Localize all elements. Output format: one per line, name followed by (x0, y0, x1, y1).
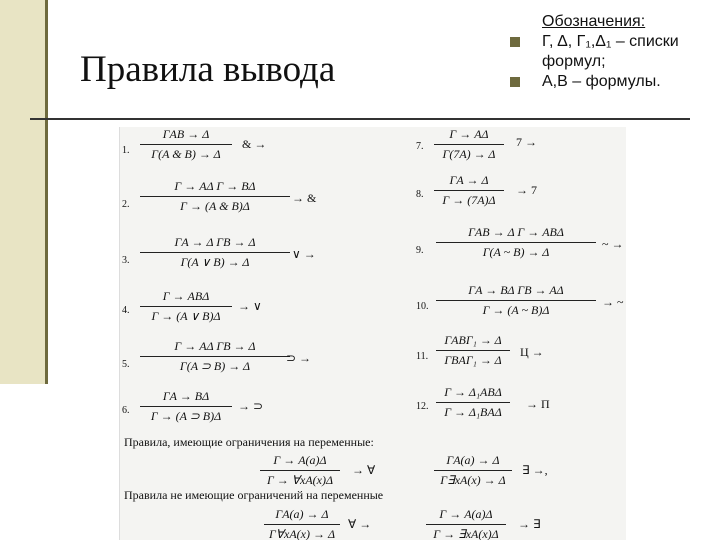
rule-fraction (140, 179, 290, 214)
rule-name: ∨ → (292, 247, 316, 261)
rule-number: 1. (122, 145, 130, 156)
rule-number: 12. (416, 401, 429, 412)
rule-number: 8. (416, 189, 424, 200)
rule-conclusion: Γ(A ∨ B) → Δ (180, 255, 250, 269)
rule-number: 9. (416, 245, 424, 256)
rule-premise: ΓA(a) → Δ (446, 453, 500, 467)
rule-conclusion: Γ → Δ₁BAΔ (444, 405, 502, 419)
rule-number: 2. (122, 199, 130, 210)
rule-premise: ΓABΓ₁ → Δ (444, 333, 502, 347)
sidebar-edge-line (45, 0, 48, 384)
rule-premise: ΓA → Δ (449, 173, 489, 187)
rule-conclusion: Γ → (A ∨ B)Δ (151, 309, 221, 323)
rule-premise: ΓA(a) → Δ (275, 507, 329, 521)
rule-name: ∀ → (348, 517, 372, 531)
rule-premise: Γ → Δ₁ABΔ (444, 385, 502, 399)
rule-conclusion: Γ → (A ⊃ B)Δ (150, 409, 222, 423)
rule-premise: Γ → A(a)Δ (439, 507, 493, 521)
legend (510, 12, 715, 92)
rule-name: → ⊃ (238, 399, 264, 413)
section-label-restricted: Правила, имеющие ограничения на переменные: (124, 435, 374, 449)
rule-number: 6. (122, 405, 130, 416)
rule-name: ∃ →, (522, 463, 548, 477)
legend-item (510, 32, 715, 72)
rule-fraction (140, 339, 290, 374)
title-divider (30, 118, 690, 120)
rule-fraction (140, 389, 232, 424)
rule-fraction (436, 333, 510, 368)
slide-title: Правила вывода (80, 49, 336, 90)
rule-number: 4. (122, 305, 130, 316)
rule-name: ~ → (602, 237, 624, 251)
rule-fraction (140, 289, 232, 324)
rule-name: 7 → (516, 135, 537, 149)
bullet-icon (510, 37, 520, 47)
rule-premise: Γ → AΔ ΓB → Δ (174, 339, 256, 353)
rule-fraction (264, 507, 340, 540)
rule-conclusion: Γ(7A) → Δ (442, 147, 496, 161)
rule-name: → ∀ (352, 463, 376, 477)
legend-heading: Обозначения: (542, 13, 646, 30)
rule-fraction (436, 283, 596, 318)
rule-number: 10. (416, 301, 429, 312)
rule-name: & → (242, 137, 267, 151)
rule-conclusion: Γ∀xA(x) → Δ (268, 527, 336, 540)
rule-fraction (426, 507, 506, 540)
rule-name: → ∨ (238, 299, 262, 313)
rule-premise: ΓA → BΔ ΓB → AΔ (468, 283, 564, 297)
rule-conclusion: ΓBAΓ₁ → Δ (444, 353, 502, 367)
section-label-unrestricted: Правила не имеющие ограничений на переменные (124, 488, 384, 502)
legend-item-text: А,В – формулы. (542, 73, 661, 90)
rule-number: 11. (416, 351, 429, 362)
rule-fraction (436, 225, 596, 260)
rule-conclusion: Γ(A ~ B) → Δ (482, 245, 550, 259)
bullet-icon (510, 77, 520, 87)
rule-premise: Γ → ABΔ (162, 289, 210, 303)
legend-item-text: Γ, Δ, Γ₁,Δ₁ – списки формул; (542, 33, 679, 70)
rule-fraction (434, 453, 512, 488)
rule-conclusion: Γ → (7A)Δ (442, 193, 496, 207)
rule-premise: Γ → A(a)Δ (273, 453, 327, 467)
rule-fraction (434, 127, 504, 162)
rule-fraction (140, 127, 232, 162)
rule-name: → ∃ (518, 517, 541, 531)
rule-premise: ΓA → BΔ (162, 389, 210, 403)
rule-fraction (260, 453, 340, 488)
rule-name: → & (292, 191, 317, 205)
rule-conclusion: Γ → ∀xA(x)Δ (266, 473, 334, 487)
rule-conclusion: Γ → ∃xA(x)Δ (433, 527, 499, 540)
rule-premise: Γ → AΔ Γ → BΔ (174, 179, 256, 193)
rule-premise: ΓAB → Δ Γ → ABΔ (468, 225, 564, 239)
rule-conclusion: Γ(A & B) → Δ (151, 147, 221, 161)
legend-item (510, 72, 715, 92)
rule-conclusion: Γ∃xA(x) → Δ (440, 473, 506, 487)
rule-name: → 7 (516, 183, 537, 197)
rule-fraction (140, 235, 290, 270)
rule-premise: ΓA → Δ ΓB → Δ (174, 235, 256, 249)
rule-number: 5. (122, 359, 130, 370)
rule-name: ⊃ → (286, 351, 312, 365)
rule-name: → П (526, 397, 550, 411)
rule-conclusion: Γ(A ⊃ B) → Δ (179, 359, 251, 373)
rule-number: 7. (416, 141, 424, 152)
rules-document (119, 127, 626, 540)
rule-premise: ΓAB → Δ (162, 127, 210, 141)
rule-premise: Γ → AΔ (449, 127, 489, 141)
rule-name: → ~ (602, 295, 624, 309)
rule-fraction (436, 385, 510, 420)
rule-number: 3. (122, 255, 130, 266)
rule-name: Ц → (520, 345, 544, 359)
rule-conclusion: Γ → (A & B)Δ (180, 199, 250, 213)
rule-conclusion: Γ → (A ~ B)Δ (482, 303, 550, 317)
sidebar-decoration (0, 0, 47, 384)
rule-fraction (434, 173, 504, 208)
